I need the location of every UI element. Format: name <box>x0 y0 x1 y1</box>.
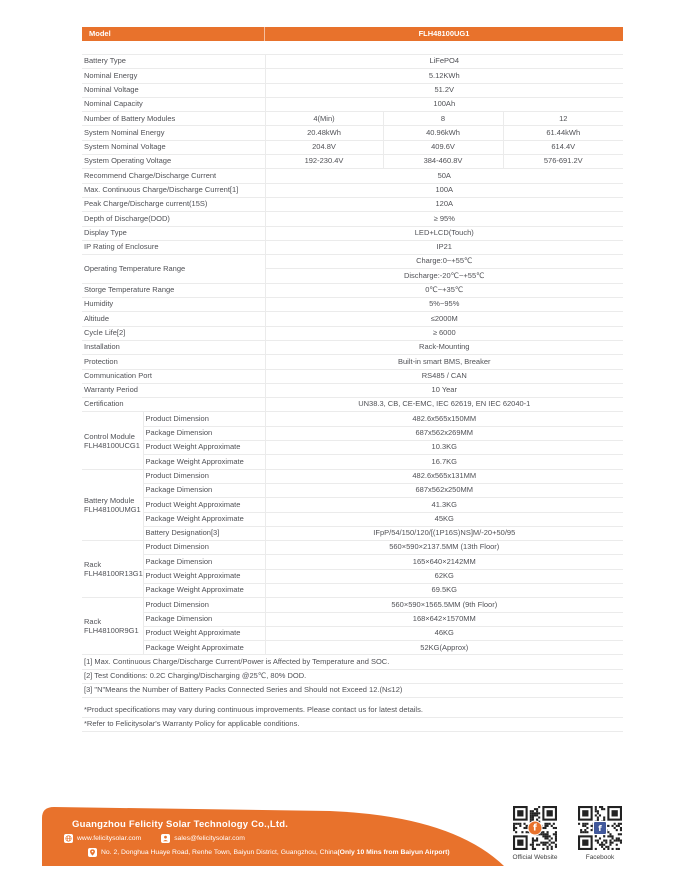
address-text: No. 2, Donghua Huaye Road, Renhe Town, Baiyun District, Guangzhou, China <box>101 849 338 856</box>
footnote: [3] "N"Means the Number of Battery Packs Connected Series and Should not Exceed 12.(N≤12) <box>82 684 623 698</box>
disclaimer: *Product specifications may vary during continuous improvements. Please contact us for latest details. <box>82 698 623 717</box>
spec-value: ≥ 95% <box>265 212 623 226</box>
spec-label: Nominal Energy <box>82 69 265 83</box>
table-row <box>82 383 623 397</box>
table-row <box>82 717 623 731</box>
facebook-logo-icon: f <box>593 821 607 835</box>
qr-code-official-website <box>513 806 557 850</box>
group-label <box>82 541 143 598</box>
spec-sublabel: Product Weight Approximate <box>143 498 265 512</box>
spec-sublabel: Package Dimension <box>143 483 265 497</box>
spec-value: 409.6V <box>383 140 503 154</box>
spec-value: 62KG <box>265 569 623 583</box>
group-label <box>82 598 143 655</box>
group-model: FLH48100UMG1 <box>84 504 141 514</box>
table-row <box>82 212 623 226</box>
spec-value: 61.44kWh <box>503 126 623 140</box>
spec-value: 482.6x565x131MM <box>265 469 623 483</box>
spec-label: Altitude <box>82 312 265 326</box>
table-row <box>82 140 623 154</box>
company-name: Guangzhou Felicity Solar Technology Co.,Ltd. <box>72 819 289 830</box>
spec-sublabel: Product Weight Approximate <box>143 626 265 640</box>
table-row <box>82 226 623 240</box>
table-row <box>82 655 623 669</box>
spec-value: 192-230.4V <box>265 155 383 169</box>
spec-value: Charge:0~+55℃ <box>265 255 623 269</box>
spec-value: ≥ 6000 <box>265 326 623 340</box>
spec-value: 204.8V <box>265 140 383 154</box>
table-row <box>82 455 623 469</box>
table-row <box>82 169 623 183</box>
model-header-label: Model <box>82 27 265 41</box>
spec-value: RS485 / CAN <box>265 369 623 383</box>
spec-label: Operating Temperature Range <box>82 255 265 284</box>
location-pin-icon <box>88 848 97 857</box>
qr-caption-official-website: Official Website <box>512 854 558 861</box>
table-row <box>82 598 623 612</box>
table-row <box>82 197 623 211</box>
spec-sublabel: Package Dimension <box>143 612 265 626</box>
spec-value: 16.7KG <box>265 455 623 469</box>
spec-value: 5%~95% <box>265 298 623 312</box>
spec-sublabel: Package Weight Approximate <box>143 512 265 526</box>
spec-value: 560×590×1565.5MM (9th Floor) <box>265 598 623 612</box>
spec-value: ≤2000M <box>265 312 623 326</box>
spec-value: IFpP/54/150/120/[(1P16S)NS]M/-20+50/95 <box>265 526 623 540</box>
group-name: Rack <box>84 560 102 570</box>
spec-label: Protection <box>82 355 265 369</box>
table-row <box>82 298 623 312</box>
spec-value: 4(Min) <box>265 112 383 126</box>
spec-label: Max. Continuous Charge/Discharge Current[1] <box>82 183 265 197</box>
table-row <box>82 569 623 583</box>
spec-label: Battery Type <box>82 55 265 69</box>
spec-value: 168×642×1570MM <box>265 612 623 626</box>
table-row <box>82 626 623 640</box>
spec-sublabel: Package Weight Approximate <box>143 641 265 655</box>
spec-value: 10 Year <box>265 383 623 397</box>
spec-sublabel: Product Dimension <box>143 412 265 426</box>
spec-value: 46KG <box>265 626 623 640</box>
table-row <box>82 69 623 83</box>
table-row <box>82 641 623 655</box>
spec-value: 52KG(Approx) <box>265 641 623 655</box>
spec-label: Humidity <box>82 298 265 312</box>
spec-sublabel: Package Weight Approximate <box>143 583 265 597</box>
table-row <box>82 283 623 297</box>
table-row <box>82 97 623 111</box>
table-row <box>82 541 623 555</box>
table-row <box>82 698 623 717</box>
group-name: Control Module <box>84 431 135 441</box>
table-row <box>82 155 623 169</box>
spec-value: 20.48kWh <box>265 126 383 140</box>
spec-value: LED+LCD(Touch) <box>265 226 623 240</box>
address-highlight: (Only 10 Mins from Baiyun Airport) <box>337 849 450 856</box>
table-row <box>82 398 623 412</box>
table-row <box>82 469 623 483</box>
group-model: FLH48100R9G1 <box>84 626 139 636</box>
spec-label: Nominal Capacity <box>82 97 265 111</box>
table-row <box>82 55 623 69</box>
table-row <box>82 126 623 140</box>
spec-label: System Operating Voltage <box>82 155 265 169</box>
spec-value: 100A <box>265 183 623 197</box>
spec-value: 482.6x565x150MM <box>265 412 623 426</box>
footnote: [1] Max. Continuous Charge/Discharge Current/Power is Affected by Temperature and SOC. <box>82 655 623 669</box>
spec-label: Installation <box>82 340 265 354</box>
table-row <box>82 112 623 126</box>
spec-table-body <box>82 55 623 732</box>
table-row <box>82 355 623 369</box>
spec-value: 384-460.8V <box>383 155 503 169</box>
spec-label: Storge Temperature Range <box>82 283 265 297</box>
felicity-logo-icon: f <box>528 821 543 836</box>
spec-label: Recommend Charge/Discharge Current <box>82 169 265 183</box>
model-header-value: FLH48100UG1 <box>418 29 470 38</box>
table-row <box>82 555 623 569</box>
spec-label: IP Rating of Enclosure <box>82 240 265 254</box>
qr-caption-facebook: Facebook <box>585 854 615 861</box>
footer-contact-row <box>64 834 245 843</box>
spec-label: System Nominal Energy <box>82 126 265 140</box>
spec-value: 40.96kWh <box>383 126 503 140</box>
spec-value: Built-in smart BMS, Breaker <box>265 355 623 369</box>
spec-sublabel: Package Dimension <box>143 555 265 569</box>
table-row <box>82 326 623 340</box>
spec-label: Certification <box>82 398 265 412</box>
spec-value: 576-691.2V <box>503 155 623 169</box>
spec-sublabel: Package Weight Approximate <box>143 455 265 469</box>
table-row <box>82 312 623 326</box>
table-row <box>82 526 623 540</box>
table-row <box>82 583 623 597</box>
page-footer <box>0 790 700 869</box>
group-label <box>82 469 143 540</box>
table-row <box>82 441 623 455</box>
table-row <box>82 684 623 698</box>
spec-value: 50A <box>265 169 623 183</box>
spec-label: Warranty Period <box>82 383 265 397</box>
spec-label: Number of Battery Modules <box>82 112 265 126</box>
table-row <box>82 483 623 497</box>
spec-value: 5.12KWh <box>265 69 623 83</box>
table-row <box>82 240 623 254</box>
spec-sublabel: Product Dimension <box>143 541 265 555</box>
table-row <box>82 669 623 683</box>
spec-value: Rack-Mounting <box>265 340 623 354</box>
spec-table-header <box>82 27 623 41</box>
table-row <box>82 255 623 269</box>
spec-label: Nominal Voltage <box>82 83 265 97</box>
spec-value: 120A <box>265 197 623 211</box>
website-text: www.felicitysolar.com <box>77 835 142 842</box>
table-row <box>82 498 623 512</box>
spec-value: 51.2V <box>265 83 623 97</box>
group-name: Rack <box>84 617 102 627</box>
table-row <box>82 512 623 526</box>
spec-value: Discharge:-20℃~+55℃ <box>265 269 623 283</box>
table-row <box>82 340 623 354</box>
spec-value: 8 <box>383 112 503 126</box>
spec-value: 100Ah <box>265 97 623 111</box>
table-row <box>82 369 623 383</box>
spec-value: 687x562x269MM <box>265 426 623 440</box>
spec-sublabel: Product Weight Approximate <box>143 569 265 583</box>
spec-label: System Nominal Voltage <box>82 140 265 154</box>
spec-sublabel: Product Dimension <box>143 598 265 612</box>
group-name: Battery Module <box>84 495 135 505</box>
spec-table <box>82 54 623 732</box>
spec-value: 560×590×2137.5MM (13th Floor) <box>265 541 623 555</box>
contact-person-icon <box>161 834 170 843</box>
disclaimer: *Refer to Felicitysolar's Warranty Policy for applicable conditions. <box>82 717 623 731</box>
spec-value: 45KG <box>265 512 623 526</box>
spec-sublabel: Product Dimension <box>143 469 265 483</box>
table-row <box>82 612 623 626</box>
footnote: [2] Test Conditions: 0.2C Charging/Discharging @25℃, 80% DOD. <box>82 669 623 683</box>
email-text: sales@felicitysolar.com <box>174 835 245 842</box>
group-label <box>82 412 143 469</box>
group-model: FLH48100UCG1 <box>84 440 140 450</box>
globe-icon <box>64 834 73 843</box>
spec-value: 614.4V <box>503 140 623 154</box>
spec-value: 41.3KG <box>265 498 623 512</box>
spec-sublabel: Battery Designation[3] <box>143 526 265 540</box>
qr-code-facebook <box>578 806 622 850</box>
table-row <box>82 412 623 426</box>
spec-sublabel: Product Weight Approximate <box>143 441 265 455</box>
spec-value: 69.5KG <box>265 583 623 597</box>
table-row <box>82 183 623 197</box>
table-row <box>82 83 623 97</box>
table-row <box>82 426 623 440</box>
spec-value: 0℃~+35℃ <box>265 283 623 297</box>
spec-value: UN38.3, CB, CE-EMC, IEC 62619, EN IEC 62040-1 <box>265 398 623 412</box>
spec-value: IP21 <box>265 240 623 254</box>
spec-label: Peak Charge/Discharge current(15S) <box>82 197 265 211</box>
spec-value: 10.3KG <box>265 441 623 455</box>
spec-value: 687x562x250MM <box>265 483 623 497</box>
spec-label: Display Type <box>82 226 265 240</box>
spec-value: 12 <box>503 112 623 126</box>
spec-sublabel: Package Dimension <box>143 426 265 440</box>
spec-value: LiFePO4 <box>265 55 623 69</box>
spec-label: Communication Port <box>82 369 265 383</box>
spec-value: 165×640×2142MM <box>265 555 623 569</box>
footer-address-row <box>88 848 450 857</box>
group-model: FLH48100R13G1 <box>84 569 143 579</box>
spec-label: Depth of Discharge(DOD) <box>82 212 265 226</box>
spec-label: Cycle Life[2] <box>82 326 265 340</box>
